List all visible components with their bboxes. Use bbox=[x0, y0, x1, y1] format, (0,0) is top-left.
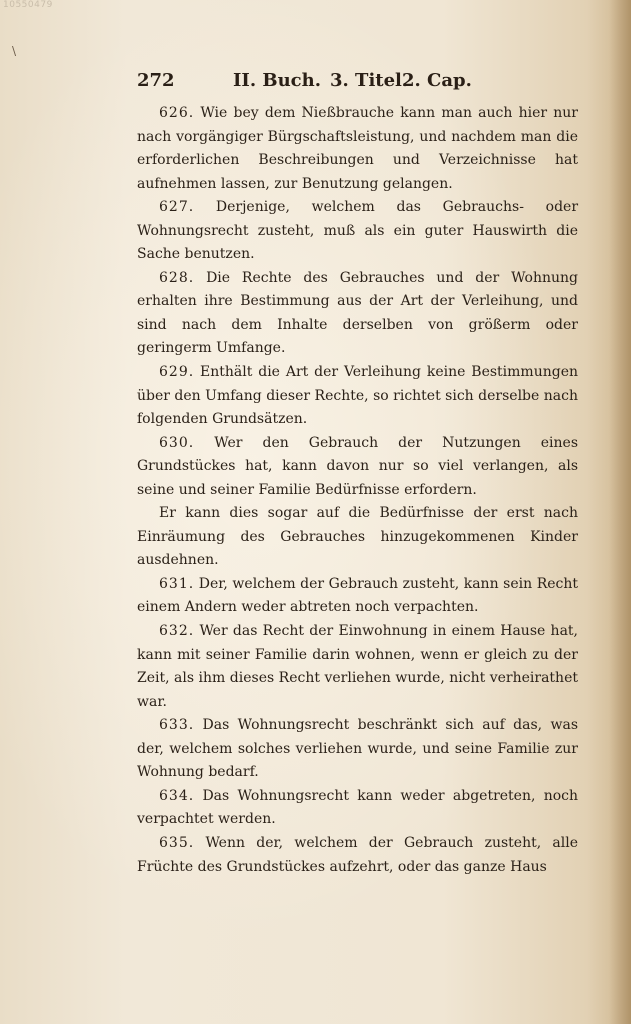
paragraph-text: Wenn der, welchem der Gebrauch zusteht, alle Früchte des Grundstückes aufzehrt, oder das ganze Haus bbox=[137, 834, 579, 875]
paragraph-number: 630. bbox=[159, 434, 195, 451]
paragraph-633 bbox=[137, 714, 578, 785]
paragraph-text: Der, welchem der Gebrauch zusteht, kann sein Recht einem Andern weder abtreten noch verpachten. bbox=[137, 575, 579, 616]
paragraph-630 bbox=[137, 432, 578, 503]
paragraph-number: 626. bbox=[159, 105, 195, 121]
header-title: 3. Titel. bbox=[330, 70, 409, 91]
paragraph-text: Das Wohnungsrecht beschränkt sich auf das, was der, welchem solches verliehen wurde, und seine Familie zur Wohnung bedarf. bbox=[137, 717, 579, 781]
paragraph-629 bbox=[137, 361, 578, 432]
margin-mark: \ bbox=[12, 44, 17, 58]
paragraph-631 bbox=[137, 573, 578, 620]
paragraph-634 bbox=[137, 785, 578, 832]
paragraph-text: Wie bey dem Nießbrauche kann man auch hier nur nach vorgängiger Bürgschaftsleistung, und nachdem man die erforderlichen Beschreibungen und Verzeichnisse hat aufnehmen lassen, zur Benutzung gelangen. bbox=[137, 105, 578, 192]
paragraph-628 bbox=[137, 267, 578, 361]
body-text bbox=[137, 102, 578, 879]
paragraph-text: Er kann dies sogar auf die Bedürfnisse der erst nach Einräumung des Gebrauches hinzugekommenen Kinder ausdehnen. bbox=[137, 505, 578, 569]
header-book: II. Buch. bbox=[233, 70, 321, 91]
paragraph-626 bbox=[137, 102, 578, 196]
paragraph-text: Enthält die Art der Verleihung keine Bestimmungen über den Umfang dieser Rechte, so richtet sich derselbe nach folgenden Grundsätzen. bbox=[137, 364, 578, 428]
running-header bbox=[137, 70, 577, 96]
paragraph-text: Wer das Recht der Einwohnung in einem Hause hat, kann mit seiner Familie darin wohnen, wenn er gleich zu der Zeit, als ihm dieses Recht verliehen wurde, nicht verheirathet war. bbox=[137, 623, 578, 710]
paragraph-635 bbox=[137, 832, 578, 879]
header-chapter: 2. Cap. bbox=[402, 70, 472, 91]
paragraph-text: Derjenige, welchem das Gebrauchs- oder Wohnungsrecht zusteht, muß als ein guter Hauswirth die Sache benutzen. bbox=[137, 199, 579, 263]
paragraph-number: 633. bbox=[159, 717, 195, 734]
page-number: 272 bbox=[137, 70, 175, 91]
paragraph-number: 627. bbox=[159, 199, 195, 216]
paragraph-number: 634. bbox=[159, 787, 195, 804]
paragraph-number: 628. bbox=[159, 269, 195, 286]
spine-shadow bbox=[609, 0, 631, 1024]
paragraph-number: 629. bbox=[159, 364, 195, 381]
paragraph-632 bbox=[137, 620, 578, 714]
paragraph-630-continued bbox=[137, 502, 578, 573]
paragraph-text: Wer den Gebrauch der Nutzungen eines Grundstückes hat, kann davon nur so viel verlangen, als seine und seiner Familie Bedürfnisse erfordern. bbox=[137, 434, 578, 498]
paragraph-number: 635. bbox=[159, 834, 195, 851]
paragraph-number: 632. bbox=[159, 623, 195, 640]
paragraph-627 bbox=[137, 196, 578, 267]
paragraph-text: Das Wohnungsrecht kann weder abgetreten, noch verpachtet werden. bbox=[137, 787, 579, 828]
paragraph-text: Die Rechte des Gebrauches und der Wohnung erhalten ihre Bestimmung aus der Art der Verleihung, und sind nach dem Inhalte derselben von größerm oder geringerm Umfange. bbox=[137, 269, 579, 357]
scan-id: 10550479 bbox=[3, 0, 53, 10]
paragraph-number: 631. bbox=[159, 575, 195, 592]
